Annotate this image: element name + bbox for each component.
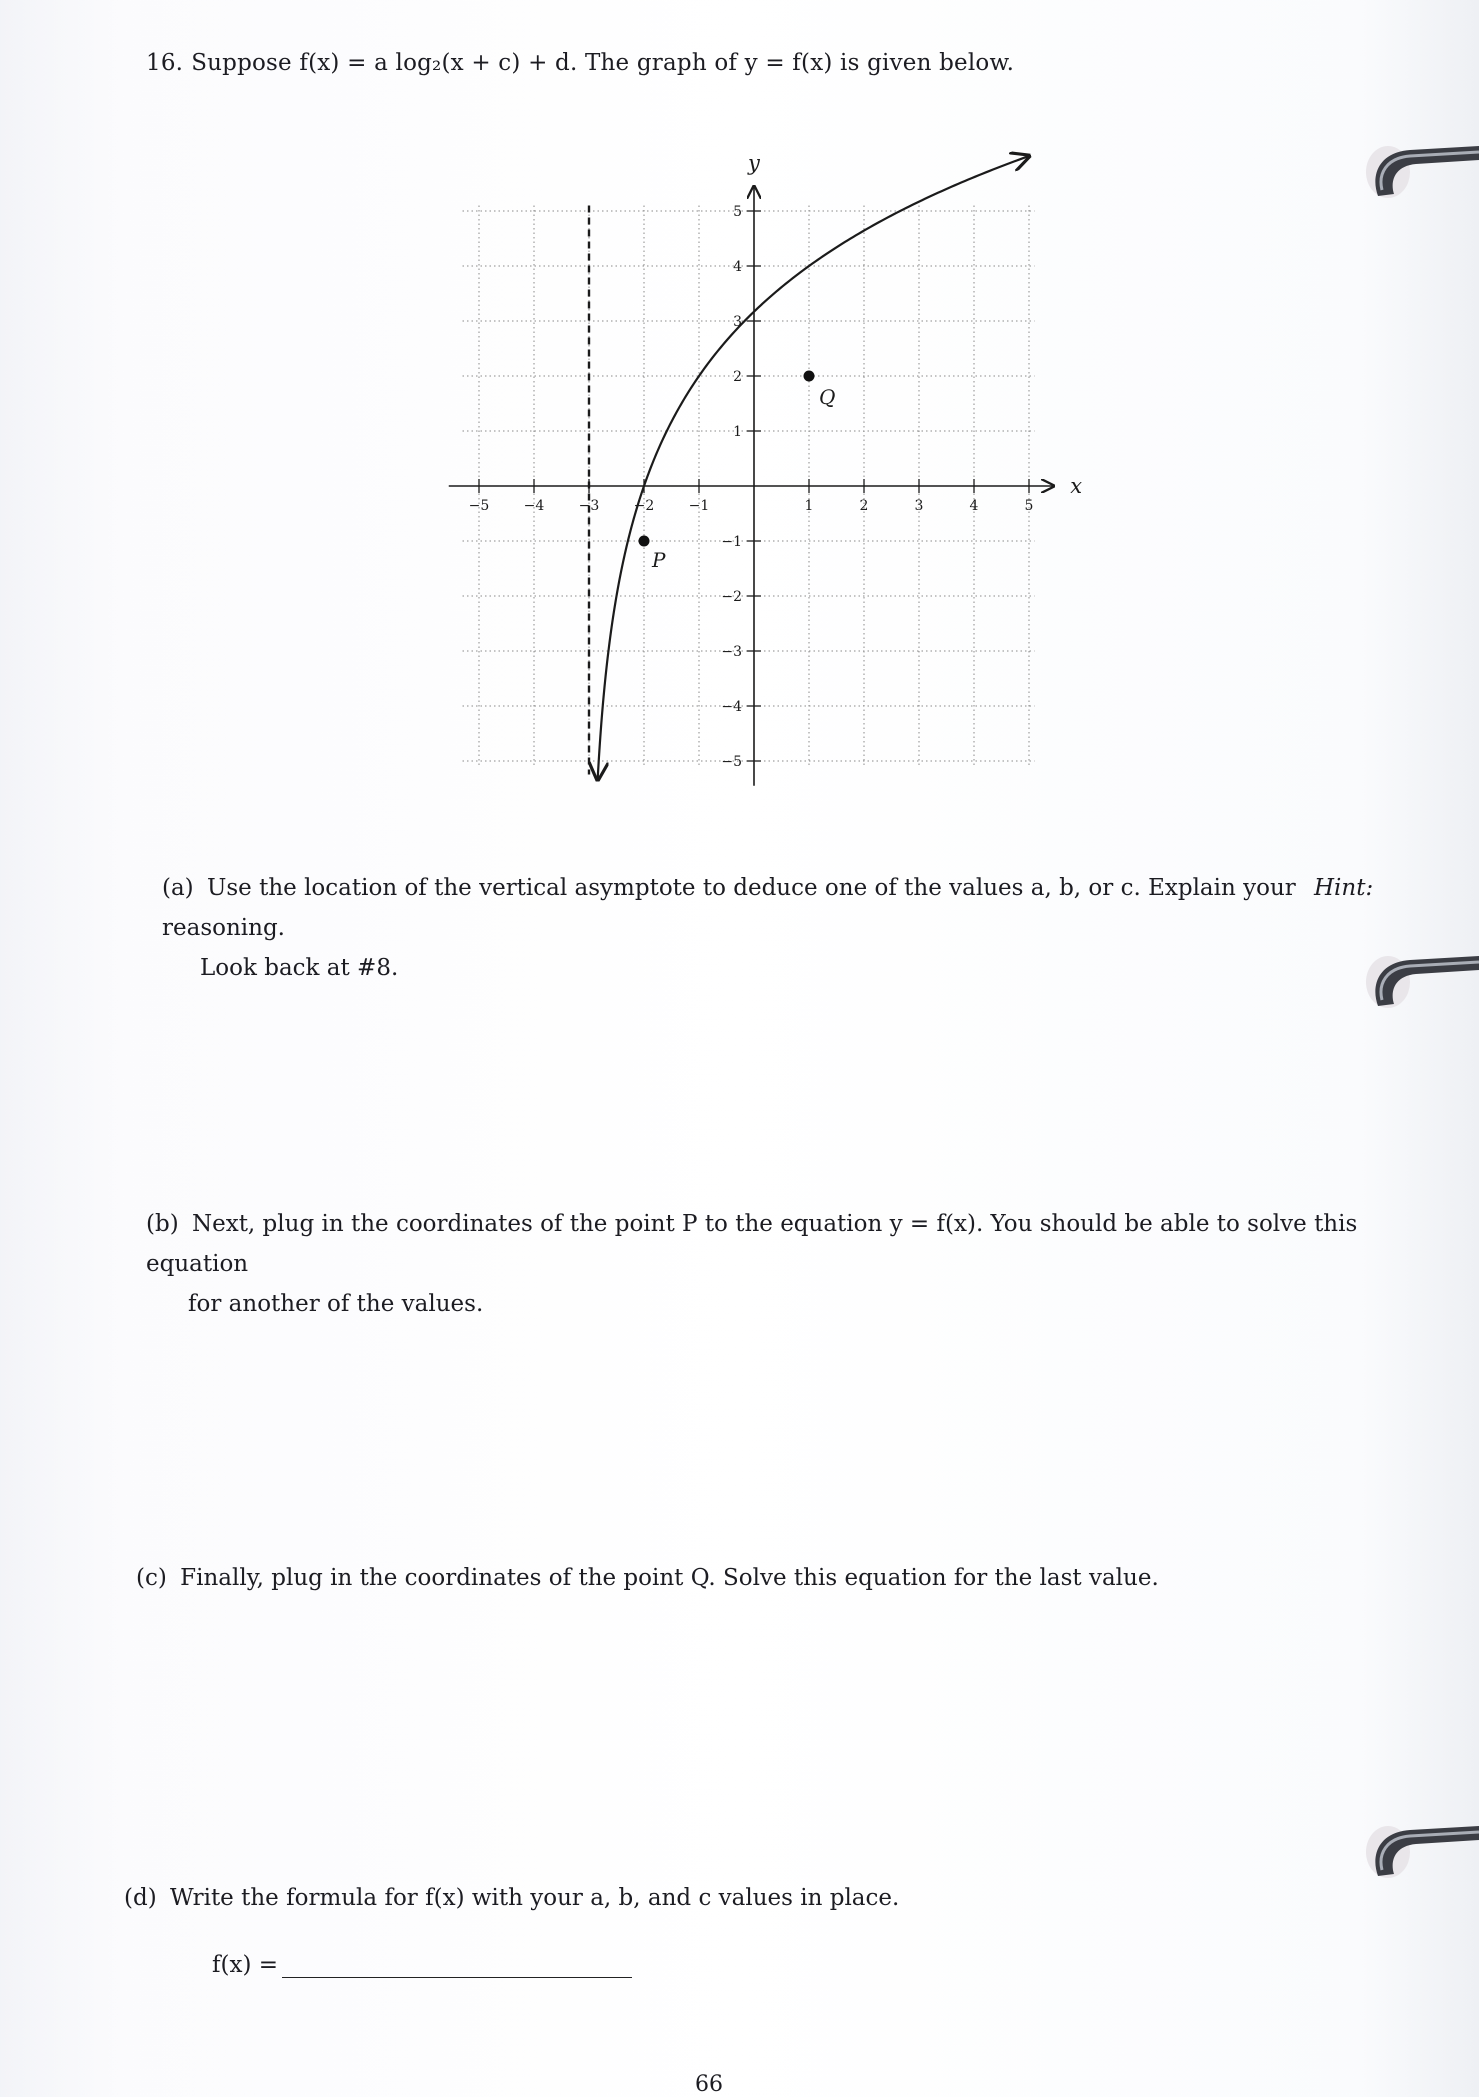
- problem-statement: [146, 50, 1014, 76]
- x-tick-label: 1: [804, 498, 814, 514]
- part-d-label: (d): [124, 1885, 157, 1911]
- y-tick-label: 3: [733, 314, 742, 330]
- binder-ring-icon: [1360, 948, 1479, 1018]
- y-tick-label: 5: [733, 204, 742, 220]
- part-a: [162, 868, 1382, 988]
- x-tick-label: −2: [633, 498, 655, 514]
- x-tick-label: 2: [859, 498, 869, 514]
- y-tick-label: −3: [721, 644, 742, 660]
- part-b-text: Next, plug in the coordinates of the point P to the equation y = f(x). You should be able to solve this equation: [146, 1211, 1358, 1277]
- y-tick-label: −1: [721, 534, 742, 550]
- part-c: [136, 1558, 1336, 1598]
- part-d: [124, 1878, 1324, 1918]
- x-axis-label: x: [1070, 474, 1083, 498]
- x-tick-label: −1: [688, 498, 710, 514]
- answer-field[interactable]: [212, 1952, 632, 1978]
- page-number: 66: [695, 2072, 723, 2097]
- axes: [449, 151, 1083, 786]
- part-a-label: (a): [162, 875, 194, 901]
- point-label-q: Q: [819, 385, 836, 409]
- part-c-text: Finally, plug in the coordinates of the point Q. Solve this equation for the last value.: [180, 1565, 1159, 1591]
- point-label-p: P: [652, 548, 666, 572]
- part-d-text: Write the formula for f(x) with your a, b, and c values in place.: [169, 1885, 900, 1911]
- ticks: [469, 204, 1034, 770]
- problem-number: 16.: [146, 50, 184, 76]
- y-tick-label: −5: [721, 754, 742, 770]
- point-p: [639, 536, 650, 547]
- point-q: [804, 371, 815, 382]
- curve: [598, 156, 1029, 780]
- binder-ring-icon: [1360, 138, 1479, 208]
- problem-text: Suppose f(x) = a log₂(x + c) + d. The graph of y = f(x) is given below.: [191, 50, 1015, 76]
- part-a-text: Use the location of the vertical asymptote to deduce one of the values a, b, or c. Explain your reasoning.: [162, 875, 1296, 941]
- part-b-label: (b): [146, 1211, 179, 1237]
- y-tick-label: 4: [733, 259, 742, 275]
- y-axis-label: y: [748, 150, 760, 175]
- part-a-continuation: Look back at #8.: [200, 955, 399, 981]
- function-curve: [598, 156, 1029, 780]
- part-b: [146, 1204, 1386, 1324]
- x-tick-label: 3: [914, 498, 924, 514]
- part-b-continuation: for another of the values.: [188, 1291, 484, 1317]
- answer-prefix: f(x) =: [212, 1952, 279, 1978]
- x-tick-label: 5: [1024, 498, 1034, 514]
- y-tick-label: −4: [721, 699, 742, 715]
- binder-ring-icon: [1360, 1818, 1479, 1888]
- part-a-hint: Hint:: [1314, 875, 1374, 901]
- x-tick-label: −3: [578, 498, 600, 514]
- y-tick-label: 1: [733, 424, 742, 440]
- part-c-label: (c): [136, 1565, 167, 1591]
- y-tick-label: −2: [721, 589, 742, 605]
- answer-blank[interactable]: [282, 1953, 632, 1978]
- x-tick-label: −5: [468, 498, 490, 514]
- log-function-graph: [440, 112, 1083, 834]
- y-tick-label: 2: [733, 369, 742, 385]
- x-tick-label: −4: [523, 498, 545, 514]
- x-tick-label: 4: [969, 498, 979, 514]
